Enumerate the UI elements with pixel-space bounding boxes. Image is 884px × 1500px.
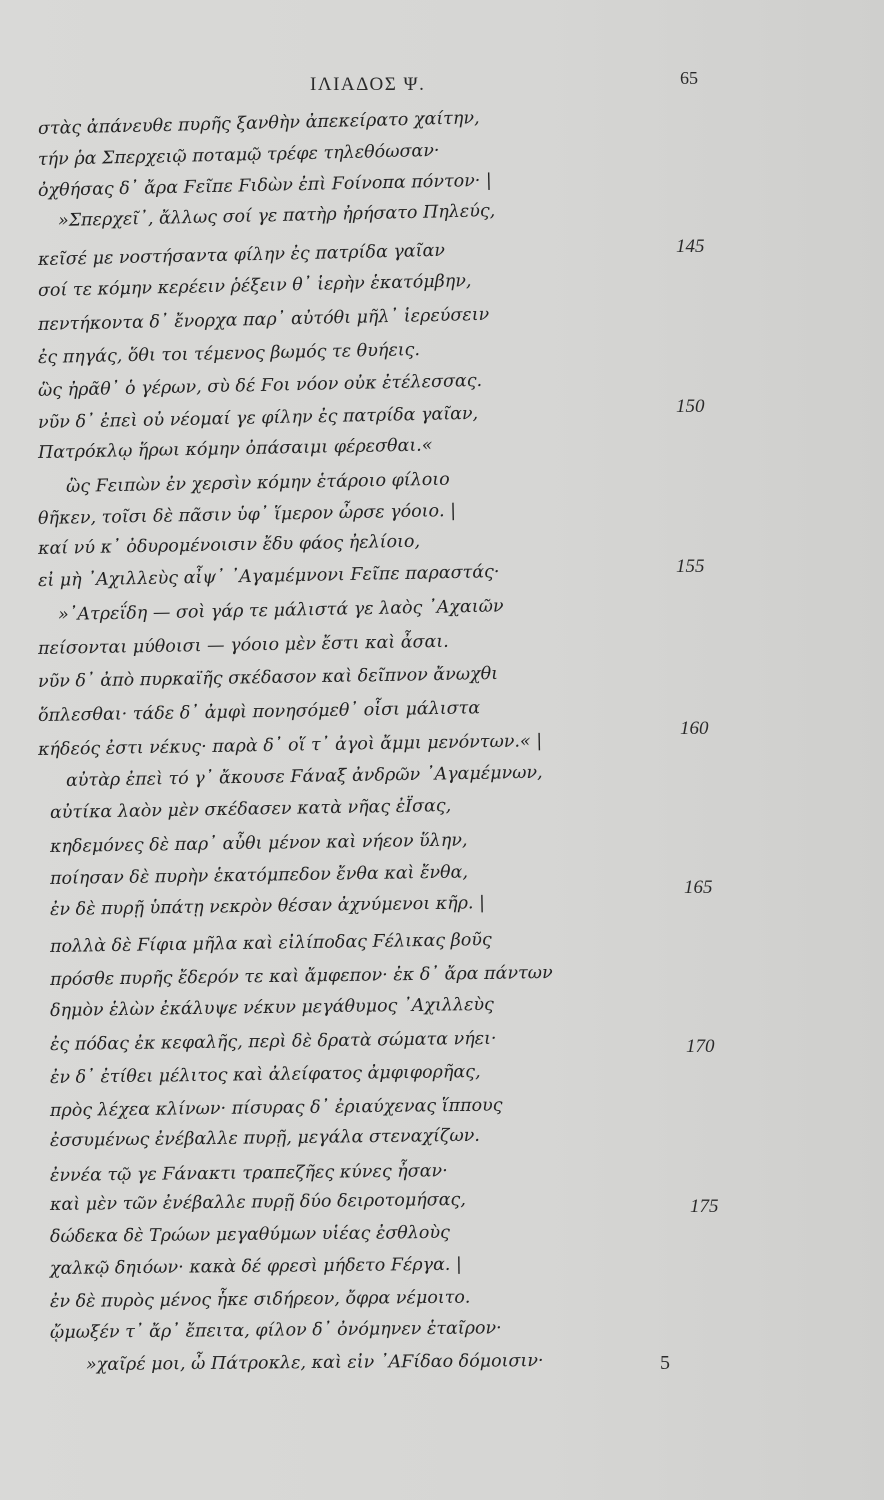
verse-line: ἐς πηγάς, ὅθι τοι τέμενος βωμός τε θυήεις. bbox=[37, 340, 421, 368]
verse-line: ὣς Ϝειπὼν ἐν χερσὶν κόμην ἑτάροιο φίλοιο bbox=[65, 469, 450, 497]
verse-line: ἐν δὲ πυρῇ ὑπάτῃ νεκρὸν θέσαν ἀχνύμενοι κῆρ. | bbox=[49, 893, 486, 920]
signature-mark: 5 bbox=[660, 1352, 670, 1374]
verse-line: »᾽Ατρεΐδη — σοὶ γάρ τε μάλιστά γε λαὸς ᾽Αχαιῶν bbox=[57, 596, 504, 625]
verse-line: Πατρόκλῳ ἥρωι κόμην ὀπάσαιμι φέρεσθαι.« bbox=[37, 435, 433, 463]
verse-line: ἐν δ᾽ ἐτίθει μέλιτος καὶ ἀλείφατος ἀμφιφορῆας, bbox=[49, 1061, 481, 1088]
running-head: ΙΛΙΑΔΟΣ Ψ. bbox=[310, 74, 426, 95]
verse-line: ποίησαν δὲ πυρὴν ἑκατόμπεδον ἔνθα καὶ ἔνθα, bbox=[49, 862, 469, 889]
line-number: 165 bbox=[684, 877, 713, 898]
line-number: 155 bbox=[676, 556, 705, 577]
verse-line: καί νύ κ᾽ ὀδυρομένοισιν ἔδυ φάος ἠελίοιο, bbox=[37, 531, 421, 559]
verse-line: στὰς ἀπάνευθε πυρῆς ξανθὴν ἀπεκείρατο χαίτην, bbox=[37, 108, 480, 139]
verse-line: εἰ μὴ ᾽Αχιλλεὺς αἶψ᾽ ᾽Αγαμέμνονι Ϝεῖπε παραστάς· bbox=[37, 562, 500, 591]
verse-line: αὐτίκα λαὸν μὲν σκέδασεν κατὰ νῆας ἐΪσας, bbox=[49, 795, 452, 823]
verse-line: κηδεμόνες δὲ παρ᾽ αὖθι μένον καὶ νήεον ὕλην, bbox=[49, 830, 468, 857]
verse-line: νῦν δ᾽ ἀπὸ πυρκαϊῆς σκέδασον καὶ δεῖπνον ἄνωχθι bbox=[37, 663, 499, 692]
verse-line: πείσονται μύθοισι — γόοιο μὲν ἔστι καὶ ἆσαι. bbox=[37, 631, 449, 659]
verse-line: πεντήκοντα δ᾽ ἔνορχα παρ᾽ αὐτόθι μῆλ᾽ ἱερεύσειν bbox=[37, 304, 490, 335]
verse-line: πρὸς λέχεα κλίνων· πίσυρας δ᾽ ἐριαύχενας ἵππους bbox=[49, 1095, 503, 1121]
line-number: 145 bbox=[676, 236, 705, 257]
line-number: 150 bbox=[676, 396, 705, 417]
verse-line: ᾤμωξέν τ᾽ ἄρ᾽ ἔπειτα, φίλον δ᾽ ὀνόμηνεν ἑταῖρον· bbox=[49, 1318, 502, 1343]
verse-line: πολλὰ δὲ Ϝίφια μῆλα καὶ εἰλίποδας Ϝέλικας βοῦς bbox=[49, 930, 492, 957]
verse-line: ὅπλεσθαι· τάδε δ᾽ ἀμφὶ πονησόμεθ᾽ οἷσι μάλιστα bbox=[37, 698, 481, 726]
verse-line: ἐς πόδας ἐκ κεφαλῆς, περὶ δὲ δρατὰ σώματα νήει· bbox=[49, 1028, 497, 1055]
verse-line: »χαῖρέ μοι, ὦ Πάτροκλε, καὶ εἰν ᾽ΑϜίδαο δόμοισιν· bbox=[85, 1351, 544, 1375]
verse-line: νῦν δ᾽ ἐπεὶ οὐ νέομαί γε φίλην ἐς πατρίδα γαῖαν, bbox=[37, 403, 479, 433]
verse-line: πρόσθε πυρῆς ἔδερόν τε καὶ ἄμφεπον· ἐκ δ᾽ ἄρα πάντων bbox=[49, 962, 553, 990]
verse-line: δώδεκα δὲ Τρώων μεγαθύμων υἱέας ἐσθλοὺς bbox=[49, 1222, 450, 1247]
verse-line: κεῖσέ με νοστήσαντα φίλην ἐς πατρίδα γαῖαν bbox=[37, 240, 446, 270]
verse-line: σοί τε κόμην κερέειν ῥέξειν θ᾽ ἱερὴν ἑκατόμβην, bbox=[37, 271, 472, 301]
verse-line: ἐν δὲ πυρὸς μένος ἧκε σιδήρεον, ὄφρα νέμοιτο. bbox=[49, 1287, 471, 1312]
verse-line: καὶ μὲν τῶν ἐνέβαλλε πυρῇ δύο δειροτομήσας, bbox=[49, 1189, 466, 1215]
verse-line: ἐννέα τῷ γε Ϝάνακτι τραπεζῆες κύνες ἦσαν· bbox=[49, 1161, 448, 1186]
line-number: 160 bbox=[680, 718, 709, 739]
verse-line: κήδεός ἐστι νέκυς· παρὰ δ᾽ οἵ τ᾽ ἀγοὶ ἄμμι μενόντων.« | bbox=[37, 731, 543, 760]
verse-line: ὣς ἠρᾶθ᾽ ὁ γέρων, σὺ δέ Ϝοι νόον οὐκ ἐτέλεσσας. bbox=[37, 370, 483, 401]
verse-line: ἐσσυμένως ἐνέβαλλε πυρῇ, μεγάλα στεναχίζων. bbox=[49, 1125, 480, 1151]
verse-line: ὀχθήσας δ᾽ ἄρα Ϝεῖπε Ϝιδὼν ἐπὶ Ϝοίνοπα πόντον· | bbox=[37, 170, 493, 201]
verse-line: αὐτὰρ ἐπεὶ τό γ᾽ ἄκουσε Ϝάναξ ἀνδρῶν ᾽Αγαμέμνων, bbox=[65, 762, 543, 791]
line-number: 170 bbox=[686, 1036, 715, 1057]
verse-line: χαλκῷ δηιόων· κακὰ δέ φρεσὶ μήδετο Ϝέργα. | bbox=[49, 1254, 462, 1279]
verse-line: δημὸν ἑλὼν ἐκάλυψε νέκυν μεγάθυμος ᾽Αχιλλεὺς bbox=[49, 994, 494, 1021]
line-number: 175 bbox=[690, 1196, 719, 1217]
page-number: 65 bbox=[680, 68, 698, 88]
verse-line: »Σπερχεῖ᾽, ἄλλως σοί γε πατὴρ ἠρήσατο Πηλεύς, bbox=[57, 201, 496, 231]
verse-line: τήν ῥα Σπερχειῷ ποταμῷ τρέφε τηλεθόωσαν· bbox=[37, 140, 440, 170]
verse-line: θῆκεν, τοῖσι δὲ πᾶσιν ὑφ᾽ ἵμερον ὦρσε γόοιο. | bbox=[37, 500, 457, 529]
